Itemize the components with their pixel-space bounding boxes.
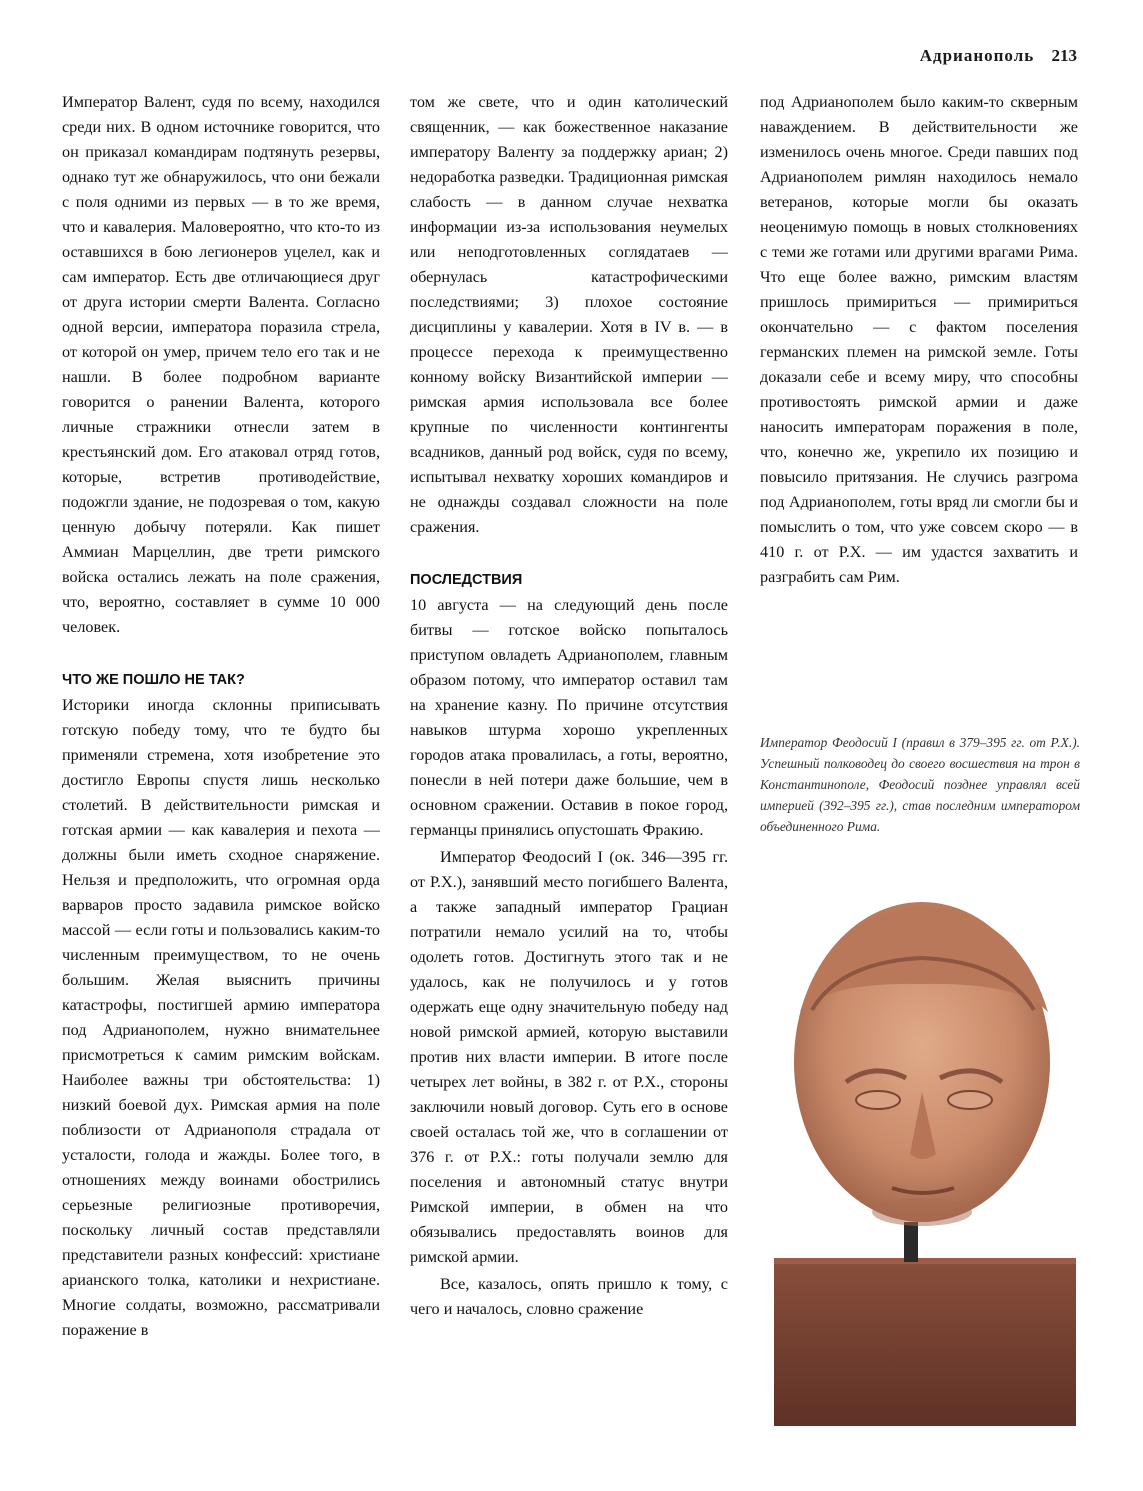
paragraph: Все, казалось, опять пришло к тому, с чего и началось, словно сражение bbox=[410, 1275, 728, 1318]
section-title: Адрианополь bbox=[919, 46, 1035, 65]
paragraph: Император Феодосий I (ок. 346—395 гг. от Р.Х.), занявший место погибшего Валента, а также западный император Грациан потратили немало усилий на то, чтобы одолеть готов. Достигнуть этого так и не удалось, как не получилось и у готов одержать еще одну значительную победу над новой римской армией, которую выставили против них власти империи. В итоге после четырех лет войны, в 382 г. от Р.Х., стороны заключили новый договор. Суть его в основе своей осталась той же, что в соглашении от 376 г. от Р.Х.: готы получали землю для поселения и автономный статус внутри Римской империи, в обмен на что обязывались предоставлять воинов для римской армии. bbox=[410, 848, 728, 1266]
figure-caption: Император Феодосий I (правил в 379–395 гг. от Р.Х.). Успешный полководец до своего восшествия на трон в Константинополе, Феодосий позднее управлял всей империей (392–395 гг.), став последним императором объединенного Рима. bbox=[760, 735, 1080, 834]
page-number: 213 bbox=[1051, 46, 1077, 65]
paragraph: Император Валент, судя по всему, находился среди них. В одном источнике говорится, что он приказал командирам подтянуть резервы, однако тут же обнаружилось, что они бежали с поля одними из первых — в то же время, что и кавалерия. Маловероятно, что кто-то из оставшихся в бою легионеров уцелел, как и сам император. Есть две отличающиеся друг от друга истории смерти Валента. Согласно одной версии, императора поразила стрела, от которой он умер, причем тело его так и не нашли. В более подробном варианте говорится о ранении Валента, которого личные стражники отнесли затем в крестьянский дом. Его атаковал отряд готов, которые, встретив противодействие, подожгли здание, не подозревая о том, какую ценную добычу потеряли. Как пишет Аммиан Марцеллин, две трети римского войска остались лежать на поле сражения, что, вероятно, составляет в сумме 10 000 человек. bbox=[62, 93, 380, 636]
column-3 bbox=[760, 90, 1078, 590]
running-head bbox=[920, 46, 1077, 66]
section-heading: ЧТО ЖЕ ПОШЛО НЕ ТАК? bbox=[62, 672, 245, 688]
paragraph: 10 августа — на следующий день после битвы — готское войско попыталось приступом овладеть Адрианополем, главным образом потому, что император оставил там на хранение казну. По причине отсутствия навыков штурма хорошо укрепленных городов атака провалилась, а готы, вероятно, понесли в ней потери даже большие, чем в основном сражении. Оставив в покое город, германцы принялись опустошать Фракию. bbox=[410, 596, 728, 839]
mount-post bbox=[904, 1222, 918, 1262]
column-2 bbox=[410, 90, 728, 1322]
section-heading: ПОСЛЕДСТВИЯ bbox=[410, 572, 523, 588]
theodosius-bust-image bbox=[770, 892, 1078, 1428]
column-1 bbox=[62, 90, 380, 1343]
paragraph: Историки иногда склонны приписывать готскую победу тому, что те будто бы применяли стремена, хотя изобретение это достигло Европы спустя лишь несколько столетий. В действительности римская и готская армии — как кавалерия и пехота — должны были иметь сходное снаряжение. Нельзя и предположить, что огромная орда варваров просто задавила римское войско массой — если готы и пользовались каким-то численным преимуществом, то не очень большим. Желая выяснить причины катастрофы, постигшей армию императора под Адрианополем, нужно внимательнее присмотреться к самим римским войскам. Наиболее важны три обстоятельства: 1) низкий боевой дух. Римская армия на поле поблизости от Адрианополя страдала от усталости, голода и жажды. Более того, в отношениях между воинами обострились серьезные религиозные противоречия, поскольку личный состав представляли представители разных конфессий: христиане арианского толка, католики и нехристиане. Многие солдаты, возможно, рассматривали поражение в bbox=[62, 696, 380, 1339]
paragraph: том же свете, что и один католический священник, — как божественное наказание императору Валенту за поддержку ариан; 2) недоработка разведки. Традиционная римская слабость — в данном случае нехватка информации из-за использования неумелых или неподготовленных соглядатаев — обернулась катастрофическими последствиями; 3) плохое состояние дисциплины у кавалерии. Хотя в IV в. — в процессе перехода к преимущественно конному войску Византийской империи — римская армия использовала все более крупные по численности контингенты всадников, данный род войск, судя по всему, испытывал нехватку хороших командиров и не однажды создавал сложности на поле сражения. bbox=[410, 93, 728, 536]
paragraph: под Адрианополем было каким-то скверным наваждением. В действительности же изменилось очень многое. Среди павших под Адрианополем римлян находилось немало ветеранов, которые могли бы оказать неоценимую помощь в новых столкновениях с теми же готами или другими врагами Рима. Что еще более важно, римским властям пришлось примириться — примириться окончательно — с фактом поселения германских племен на римской земле. Готы доказали себе и всему миру, что способны противостоять римской армии и даже наносить императорам поражения в поле, что, конечно же, укрепило их позицию и повысило притязания. Не случись разгрома под Адрианополем, готы вряд ли смогли бы и помыслить о том, что уже совсем скоро — в 410 г. от Р.Х. — им удастся захватить и разграбить сам Рим. bbox=[760, 93, 1078, 586]
plinth bbox=[774, 1258, 1076, 1426]
